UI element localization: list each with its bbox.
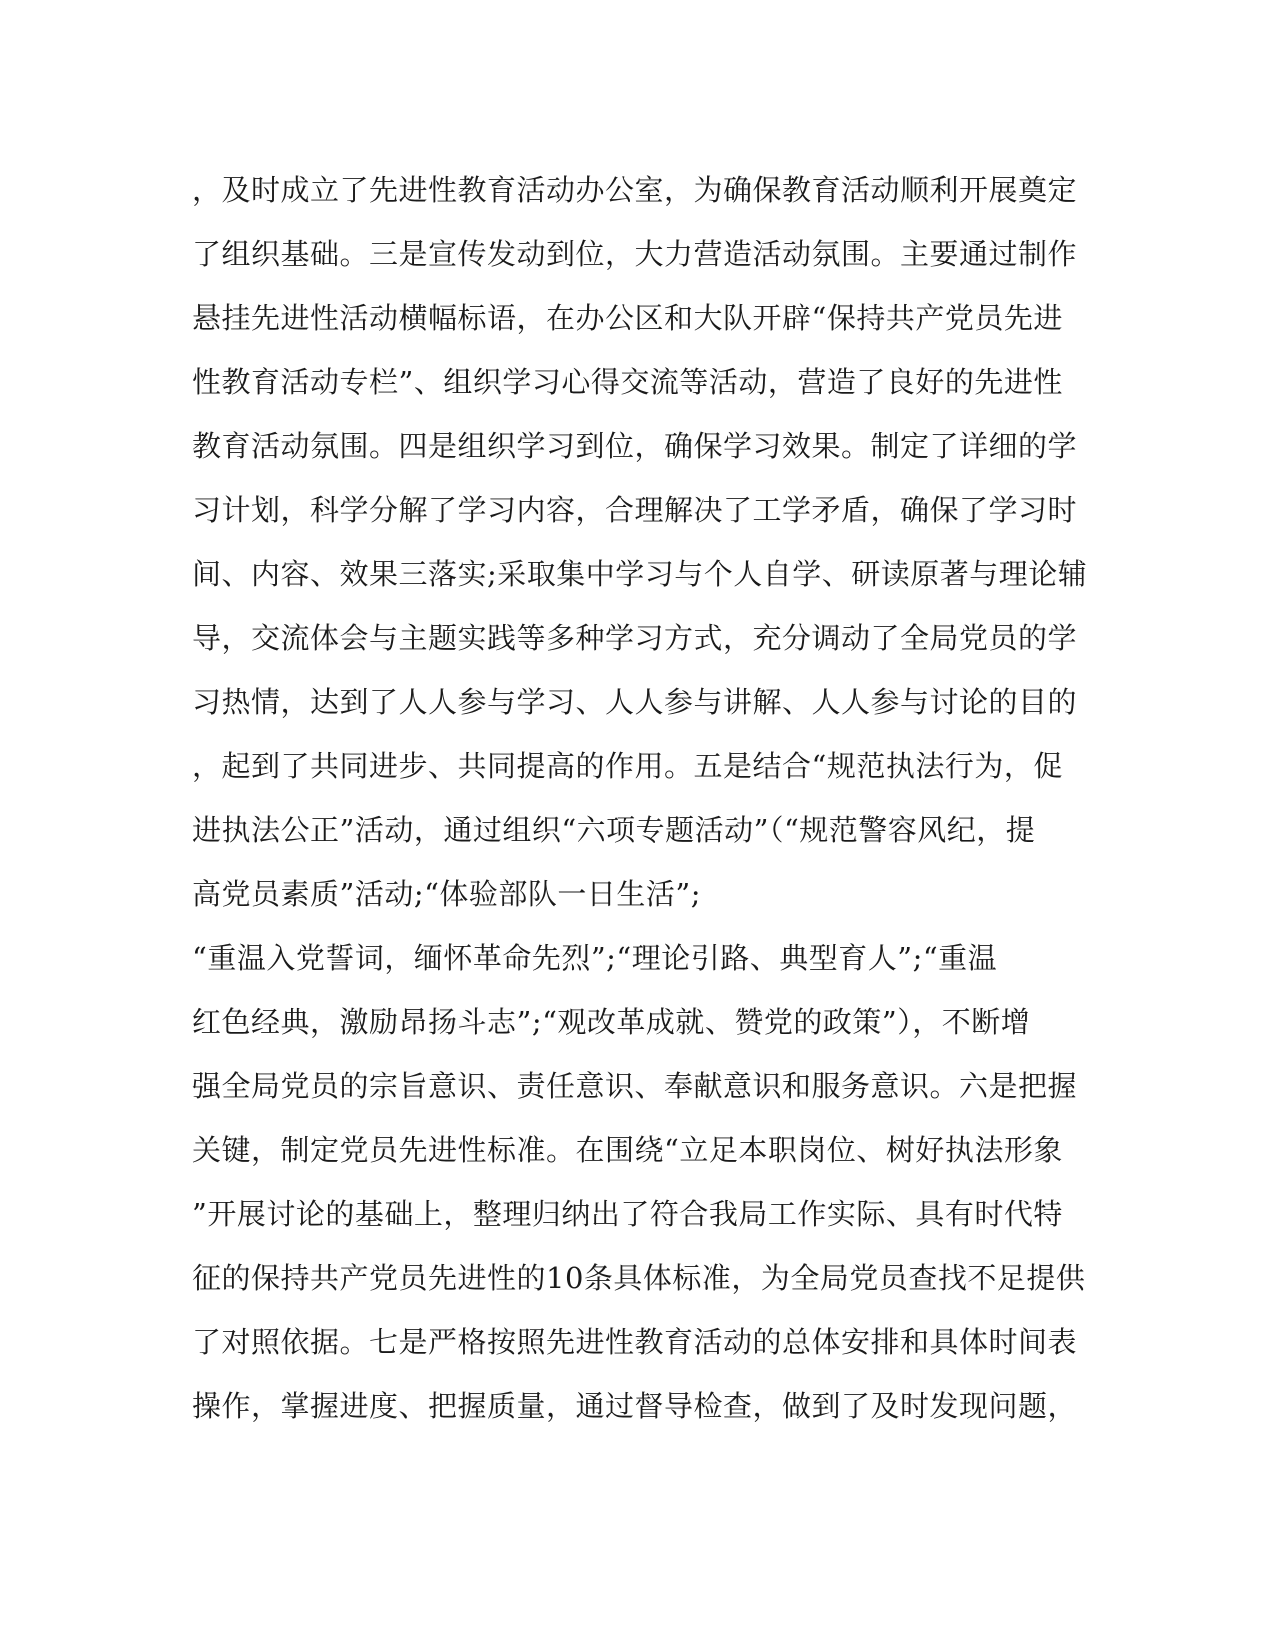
text-line: 习热情，达到了人人参与学习、人人参与讲解、人人参与讨论的目的 <box>192 685 1078 719</box>
text-line: 教育活动氛围。四是组织学习到位，确保学习效果。制定了详细的学 <box>192 429 1078 463</box>
text-line: 悬挂先进性活动横幅标语，在办公区和大队开辟“保持共产党员先进 <box>192 301 1063 335</box>
text-line: 征的保持共产党员先进性的10条具体标准，为全局党员查找不足提供 <box>192 1261 1086 1295</box>
text-line: ，及时成立了先进性教育活动办公室，为确保教育活动顺利开展奠定 <box>192 173 1078 207</box>
text-line: 关键，制定党员先进性标准。在围绕“立足本职岗位、树好执法形象 <box>192 1133 1063 1167</box>
text-line: 强全局党员的宗旨意识、责任意识、奉献意识和服务意识。六是把握 <box>192 1069 1078 1103</box>
text-line: 导，交流体会与主题实践等多种学习方式，充分调动了全局党员的学 <box>192 621 1078 655</box>
text-line: 了对照依据。七是严格按照先进性教育活动的总体安排和具体时间表 <box>192 1325 1078 1359</box>
text-line: ，起到了共同进步、共同提高的作用。五是结合“规范执法行为，促 <box>192 749 1063 783</box>
text-line: “重温入党誓词，缅怀革命先烈”;“理论引路、典型育人”;“重温 <box>192 941 998 975</box>
text-line: 进执法公正”活动，通过组织“六项专题活动”（“规范警容风纪，提 <box>192 813 1036 847</box>
text-line: ”开展讨论的基础上，整理归纳出了符合我局工作实际、具有时代特 <box>192 1197 1063 1231</box>
text-line: 习计划，科学分解了学习内容，合理解决了工学矛盾，确保了学习时 <box>192 493 1078 527</box>
text-line: 红色经典，激励昂扬斗志”;“观改革成就、赞党的政策”），不断增 <box>192 1005 1031 1039</box>
text-line: 高党员素质”活动;“体验部队一日生活”; <box>192 877 702 911</box>
text-line: 了组织基础。三是宣传发动到位，大力营造活动氛围。主要通过制作 <box>192 237 1078 271</box>
text-line: 性教育活动专栏”、组织学习心得交流等活动，营造了良好的先进性 <box>192 365 1063 399</box>
body-text <box>192 158 1092 1438</box>
text-line: 间、内容、效果三落实;采取集中学习与个人自学、研读原著与理论辅 <box>192 557 1088 591</box>
text-line: 操作，掌握进度、把握质量，通过督导检查，做到了及时发现问题， <box>192 1389 1078 1423</box>
